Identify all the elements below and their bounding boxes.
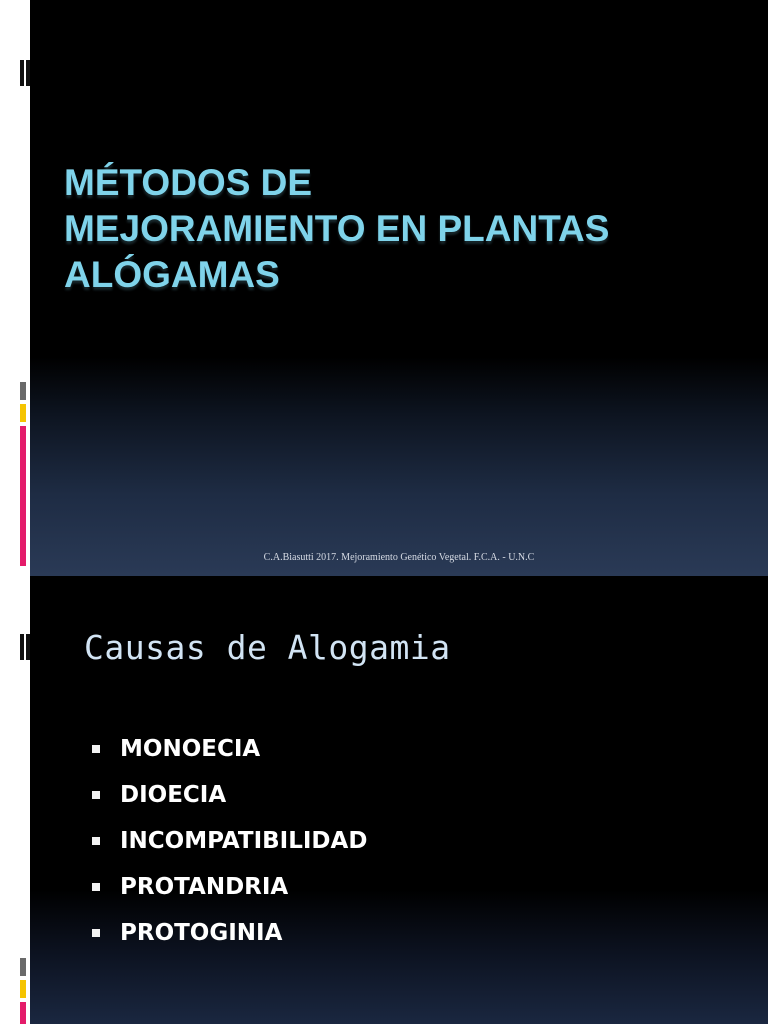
list-item-label: PROTANDRIA <box>120 874 289 900</box>
slide-causas <box>30 576 768 1024</box>
list-item-label: DIOECIA <box>120 782 227 808</box>
square-bullet-icon <box>92 745 100 753</box>
slide-marker-grey <box>20 958 26 976</box>
list-item <box>92 864 367 910</box>
title-line: MÉTODOS DE <box>64 162 313 203</box>
square-bullet-icon <box>92 791 100 799</box>
slide-heading: Causas de Alogamia <box>84 628 451 667</box>
list-item-label: PROTOGINIA <box>120 920 283 946</box>
list-item <box>92 910 367 956</box>
slide-marker-black <box>20 60 24 86</box>
slide-title <box>30 0 768 576</box>
title-line: ALÓGAMAS <box>64 254 280 295</box>
square-bullet-icon <box>92 883 100 891</box>
list-item <box>92 818 367 864</box>
bullet-list <box>92 726 367 956</box>
slide-footer: C.A.Biasutti 2017. Mejoramiento Genético Vegetal. F.C.A. - U.N.C <box>263 552 535 563</box>
slide-marker-yellow <box>20 980 26 998</box>
slide-marker-yellow <box>20 404 26 422</box>
square-bullet-icon <box>92 837 100 845</box>
slide-marker-pink <box>20 1002 26 1024</box>
list-item-label: MONOECIA <box>120 736 261 762</box>
slide-marker-pink <box>20 426 26 566</box>
slide-title-heading <box>64 160 754 298</box>
list-item-label: INCOMPATIBILIDAD <box>120 828 368 854</box>
square-bullet-icon <box>92 929 100 937</box>
list-item <box>92 726 367 772</box>
slide-marker-black <box>20 634 24 660</box>
title-line: MEJORAMIENTO EN PLANTAS <box>64 208 610 249</box>
slide-marker-grey <box>20 382 26 400</box>
list-item <box>92 772 367 818</box>
